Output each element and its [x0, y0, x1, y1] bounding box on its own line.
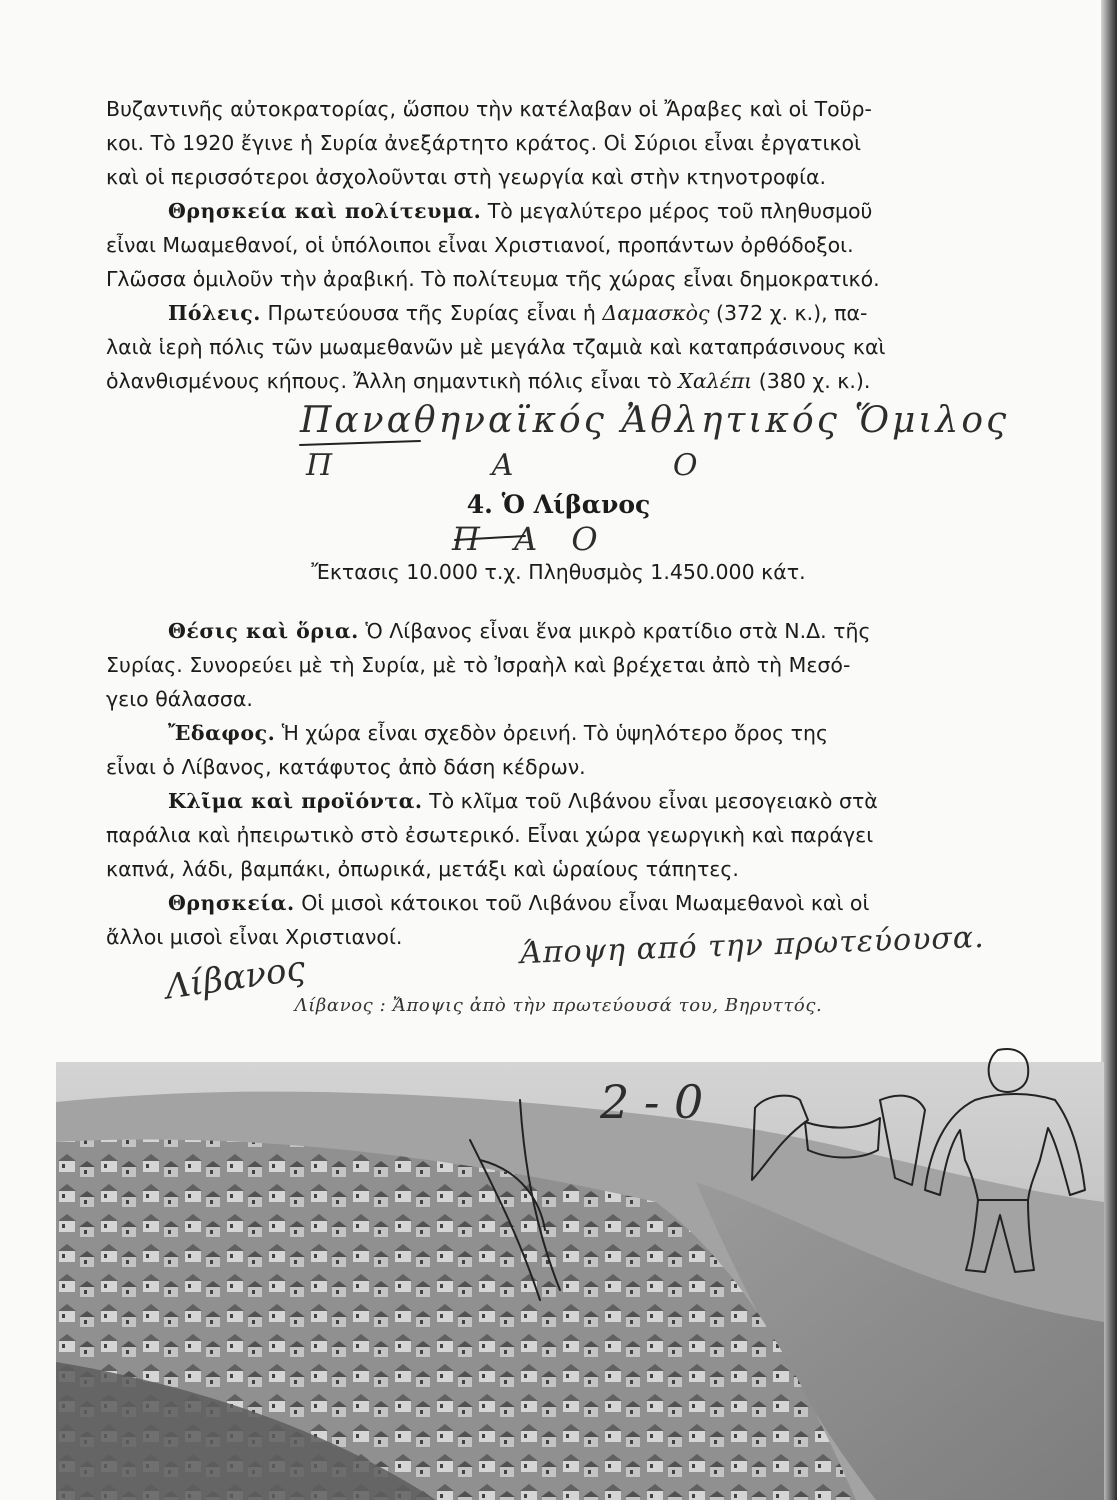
text-run: Ὁ Λίβανος εἶναι ἕνα μικρὸ κρατίδιο στὰ Ν.Δ. τῆς [358, 619, 871, 643]
lebanon-area-population: Ἔκτασις 10.000 τ.χ. Πληθυσμὸς 1.450.000 κάτ. [311, 560, 806, 584]
cities-heading: Πόλεις. [168, 301, 261, 325]
climate-products-heading: Κλῖμα καὶ προϊόντα. [168, 789, 423, 813]
text-line: Γλῶσσα ὁμιλοῦν τὴν ἀραβική. Τὸ πολίτευμα τῆς χώρας εἶναι δημοκρατικό. [106, 267, 880, 291]
text-line: γειο θάλασσα. [106, 687, 253, 711]
text-line: εἶναι ὁ Λίβανος, κατάφυτος ἀπὸ δάση κέδρων. [106, 755, 586, 779]
handwritten-initials: Π Α Ο [306, 448, 698, 483]
handwritten-club-name: Παναθηναϊκός Ἀθλητικός Ὅμιλος [300, 400, 1010, 441]
text-run: Τὸ κλῖμα τοῦ Λιβάνου εἶναι μεσογειακὸ στὰ [422, 789, 878, 813]
handwritten-initials-under-title: Π Α Ο [452, 520, 610, 558]
text-line: Συρίας. Συνορεύει μὲ τὴ Συρία, μὲ τὸ Ἰσραὴλ καὶ βρέχεται ἀπὸ τὴ Μεσό- [106, 653, 851, 677]
text-line: εἶναι Μωαμεθανοί, οἱ ὑπόλοιποι εἶναι Χριστιανοί, προπάντων ὀρθόδοξοι. [106, 233, 854, 257]
handwritten-score: 2 - 0 [600, 1075, 704, 1129]
handwritten-photo-note: Άποψη από την πρωτεύουσα. [519, 919, 986, 972]
text-line: παράλια καὶ ἠπειρωτικὸ στὸ ἐσωτερικό. Εἶναι χώρα γεωργικὴ καὶ παράγει [106, 823, 874, 847]
text-line: λαιὰ ἱερὴ πόλις τῶν μωαμεθανῶν μὲ μεγάλα τζαμιὰ καὶ καταπράσινους καὶ [106, 335, 886, 359]
doodle-arm-right [880, 1096, 925, 1185]
terrain-heading: Ἔδαφος. [168, 721, 276, 745]
text-line: κοι. Τὸ 1920 ἔγινε ἡ Συρία ἀνεξάρτητο κράτος. Οἱ Σύριοι εἶναι ἐργατικοὶ [106, 131, 862, 155]
doodle-head [989, 1049, 1029, 1092]
text-line: Βυζαντινῆς αὐτοκρατορίας, ὥσπου τὴν κατέλαβαν οἱ Ἄραβες καὶ οἱ Τοῦρ- [106, 97, 872, 121]
pen-scribble [470, 1100, 560, 1300]
text-run: Ἡ χώρα εἶναι σχεδὸν ὀρεινή. Τὸ ὑψηλότερο ὄρος της [275, 721, 829, 745]
doodle-shorts [805, 1118, 880, 1158]
doodle-arm-left [752, 1096, 808, 1180]
text-line: ἄλλοι μισοὶ εἶναι Χριστιανοί. [106, 925, 403, 949]
photo-caption: Λίβανος : Ἄποψις ἀπὸ τὴν πρωτεύουσά του, Βηρυττός. [294, 995, 823, 1016]
text-run: Πρωτεύουσα τῆς Συρίας εἶναι ἡ [260, 301, 603, 325]
doodle-strongman-legs [966, 1200, 1034, 1272]
position-heading: Θέσις καὶ ὅρια. [168, 619, 359, 643]
aleppo-name: Χαλέπι [678, 369, 753, 393]
lebanon-section-title: 4. Ὁ Λίβανος [466, 490, 651, 519]
religion-heading: Θρησκεία. [168, 891, 295, 915]
pen-underline [300, 441, 525, 540]
doodle-strongman-torso [925, 1094, 1085, 1200]
text-run: Οἱ μισοὶ κάτοικοι τοῦ Λιβάνου εἶναι Μωαμεθανοὶ καὶ οἱ [294, 891, 870, 915]
text-run: ὁλανθισμένους κήπους. Ἄλλη σημαντικὴ πόλις εἶναι τὸ [106, 369, 679, 393]
text-line: καὶ οἱ περισσότεροι ἀσχολοῦνται στὴ γεωργία καὶ στὴν κτηνοτροφία. [106, 165, 827, 189]
text-run: Τὸ μεγαλύτερο μέρος τοῦ πληθυσμοῦ [481, 199, 873, 223]
text-run: (372 χ. κ.), πα- [709, 301, 868, 325]
text-line: καπνά, λάδι, βαμπάκι, ὀπωρικά, μετάξι καὶ ὡραίους τάπητες. [106, 857, 739, 881]
religion-government-heading: Θρησκεία καὶ πολίτευμα. [168, 199, 482, 223]
text-run: (380 χ. κ.). [752, 369, 871, 393]
handwritten-margin-note: Λίβανος [162, 948, 308, 1008]
damascus-name: Δαμασκὸς [602, 301, 710, 325]
